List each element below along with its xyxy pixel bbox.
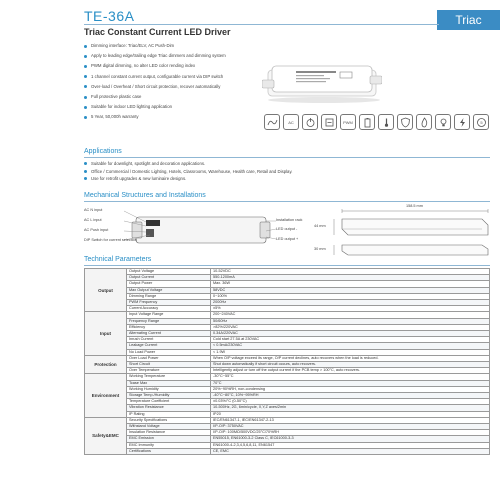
- parameter-value: I/P-O/P: 3750VAC: [211, 424, 490, 430]
- parameter-name: Frequency Range: [127, 318, 211, 324]
- parameter-value: 0.34A/220VAC: [211, 331, 490, 337]
- dimension-width: 44 mm: [314, 224, 326, 228]
- mechanical-title: Mechanical Structures and Installations: [84, 192, 206, 199]
- parameter-name: Output Current: [127, 275, 211, 281]
- parameter-value: ±5%: [211, 306, 490, 312]
- parameter-name: Working Humidity: [127, 386, 211, 392]
- bullet-icon: [84, 65, 87, 68]
- parameter-name: Efficiency: [127, 324, 211, 330]
- bullet-icon: [84, 162, 87, 165]
- group-label: Environment: [85, 374, 127, 417]
- group-label: Input: [85, 312, 127, 355]
- label-ac-push-input: AC Push input: [84, 228, 109, 232]
- parameter-value: 10-52VDC: [211, 269, 490, 275]
- bullet-icon: [84, 96, 87, 99]
- label-installation-rack: Installation rack: [276, 218, 303, 222]
- parameter-name: Leakage Current: [127, 343, 211, 349]
- parameter-name: IP Rating: [127, 411, 211, 417]
- bullet-icon: [84, 55, 87, 58]
- parameter-name: Current Accuracy: [127, 306, 211, 312]
- parameter-name: Short Circuit: [127, 362, 211, 368]
- parameter-value: 2000Hz: [211, 300, 490, 306]
- parameter-name: Inrush Current: [127, 337, 211, 343]
- power-icon: [302, 114, 318, 130]
- parameter-value: Intelligently adjust or turn off the output current if the PCB temp > 100°C, auto recovers.: [211, 368, 490, 374]
- parameter-value: EN55015, EN61000-3-2 Class C, IEC61000-3-3: [211, 436, 490, 442]
- parameter-value: 50/60Hz: [211, 318, 490, 324]
- parameter-name: Insulation Resistance: [127, 430, 211, 436]
- parameter-name: No Load Power: [127, 349, 211, 355]
- model-title: TE-36A: [84, 8, 135, 24]
- dimension-length: 158.5 mm: [406, 204, 423, 208]
- parameter-value: 200~240VAC: [211, 312, 490, 318]
- parameter-value: EN61000-4-2,3,4,5,6,8,11, EN61547: [211, 442, 490, 448]
- bullet-icon: [84, 45, 87, 48]
- parameter-value: 70°C: [211, 380, 490, 386]
- technical-title: Technical Parameters: [84, 256, 152, 263]
- parameter-value: -40°C~80°C, 10%~95%RH: [211, 393, 490, 399]
- parameter-value: 20%~90%RH, non-condensing: [211, 386, 490, 392]
- parameter-value: 10-500Hz, 2G, 6min/cycle, X,Y,Z axes/2min: [211, 405, 490, 411]
- application-item: Use for retrofit upgrades & new luminaire designs.: [84, 175, 292, 183]
- table-row: [85, 448, 490, 454]
- applications-title: Applications: [84, 148, 122, 155]
- parameter-value: IP20: [211, 411, 490, 417]
- label-led-output-plus: LED output +: [276, 237, 299, 241]
- parameter-name: EMC Immunity: [127, 442, 211, 448]
- parameter-value: 58VDC: [211, 287, 490, 293]
- label-ac-n-input: AC N input: [84, 208, 103, 212]
- application-item: Office / Commercial / Domestic Lighting, Hotels, Classrooms, Warehouse, Health care, Retail and Display.: [84, 168, 292, 176]
- group-label: Protection: [85, 355, 127, 374]
- feature-item: PWM digital dimming, no alter LED color rending index: [84, 61, 264, 71]
- parameter-value: -30°C~55°C: [211, 374, 490, 380]
- parameter-name: Vibration Resistance: [127, 405, 211, 411]
- applications-list: [84, 160, 292, 183]
- group-label: Output: [85, 269, 127, 312]
- feature-item: Suitable for indoor LED lighting application: [84, 102, 264, 112]
- parameter-name: Output Voltage: [127, 269, 211, 275]
- parameter-name: Temperature Coefficient: [127, 399, 211, 405]
- technical-parameters-table: [84, 268, 490, 455]
- bullet-icon: [84, 177, 87, 180]
- parameter-name: Storage Temp./Humidity: [127, 393, 211, 399]
- bullet-icon: [84, 170, 87, 173]
- mechanical-diagram: [84, 205, 492, 261]
- temp-icon: [378, 114, 394, 130]
- warranty-icon: [473, 114, 489, 130]
- parameter-name: Over Load Power: [127, 355, 211, 361]
- parameter-value: When O/P voltage exceed its range, O/P current declines, auto recovers when the load is reduced.: [211, 355, 490, 361]
- bullet-icon: [84, 116, 87, 119]
- parameter-name: Input Voltage Range: [127, 312, 211, 318]
- parameter-name: Alternating Current: [127, 331, 211, 337]
- parameter-name: Max Output Voltage: [127, 287, 211, 293]
- group-label: Safety&EMC: [85, 417, 127, 454]
- application-item: Suitable for downlight, spotlight and decoration applications.: [84, 160, 292, 168]
- parameter-name: Withstand Voltage: [127, 424, 211, 430]
- parameter-value: Shut down automatically if short circuit occurs, auto recovers.: [211, 362, 490, 368]
- feature-item: Dimming interface: Triac/ELV, AC Push-Dim: [84, 41, 264, 51]
- parameter-value: ±0.03%/°C (0-50°C): [211, 399, 490, 405]
- label-dip-switch: DIP Switch for current selection: [84, 238, 137, 242]
- triac-icon: [264, 114, 280, 130]
- parameter-name: Tcase Max: [127, 380, 211, 386]
- applications-divider: [84, 157, 490, 158]
- bullet-icon: [84, 75, 87, 78]
- parameter-name: Over Temperature: [127, 368, 211, 374]
- fire-icon: [416, 114, 432, 130]
- svg-text:5: 5: [479, 119, 483, 125]
- feature-item: Full protective plastic case: [84, 92, 264, 102]
- parameter-name: Certifications: [127, 448, 211, 454]
- parameter-name: PWM Frequency: [127, 300, 211, 306]
- parameter-value: >82%/220VAC: [211, 324, 490, 330]
- product-subtitle: Triac Constant Current LED Driver: [84, 27, 231, 37]
- feature-list: [84, 41, 264, 123]
- dimension-height: 30 mm: [314, 247, 326, 251]
- feature-item: 5 Year, 50,000h warranty: [84, 112, 264, 122]
- parameter-name: Security Specifications: [127, 417, 211, 423]
- pwm-icon: PWM: [340, 114, 356, 130]
- header-divider: [84, 24, 439, 25]
- mechanical-divider: [84, 201, 490, 202]
- ac-icon: AC: [283, 114, 299, 130]
- lamp-icon: [435, 114, 451, 130]
- cert-icon: [321, 114, 337, 130]
- feature-icon-row: [264, 114, 489, 130]
- parameter-value: < 0.5mA/230VAC: [211, 343, 490, 349]
- feature-item: 1 channel constant current output, configurable current via DIP switch: [84, 72, 264, 82]
- parameter-value: 550-1200mA: [211, 275, 490, 281]
- dimming-badge: Triac: [437, 10, 500, 30]
- protect-icon: [397, 114, 413, 130]
- parameter-value: Max. 36W: [211, 281, 490, 287]
- parameter-name: Working Temperature: [127, 374, 211, 380]
- parameter-name: Dimming Range: [127, 293, 211, 299]
- parameter-name: EMC Emission: [127, 436, 211, 442]
- short-icon: [454, 114, 470, 130]
- bullet-icon: [84, 85, 87, 88]
- battery-icon: [359, 114, 375, 130]
- parameter-value: I/P-O/P: 100MΩ/500VDC/25°C/70%RH: [211, 430, 490, 436]
- bullet-icon: [84, 106, 87, 109]
- technical-divider: [84, 265, 490, 266]
- feature-item: Apply to leading edge/trailing edge Triac dimmers and dimming system: [84, 51, 264, 61]
- parameter-value: < 1.9W: [211, 349, 490, 355]
- parameter-name: Output Power: [127, 281, 211, 287]
- parameter-value: Cold start 27.5A at 230VAC: [211, 337, 490, 343]
- label-led-output-minus: LED output -: [276, 227, 298, 231]
- parameter-value: 0~100%: [211, 293, 490, 299]
- parameter-value: CE, EMC: [211, 448, 490, 454]
- product-image: [262, 58, 382, 104]
- label-ac-l-input: AC L input: [84, 218, 102, 222]
- parameter-value: IEC/EN61347-1, IEC/EN61347-2-13: [211, 417, 490, 423]
- feature-item: Over-load / Overheat / Short circuit protection, recover automatically: [84, 82, 264, 92]
